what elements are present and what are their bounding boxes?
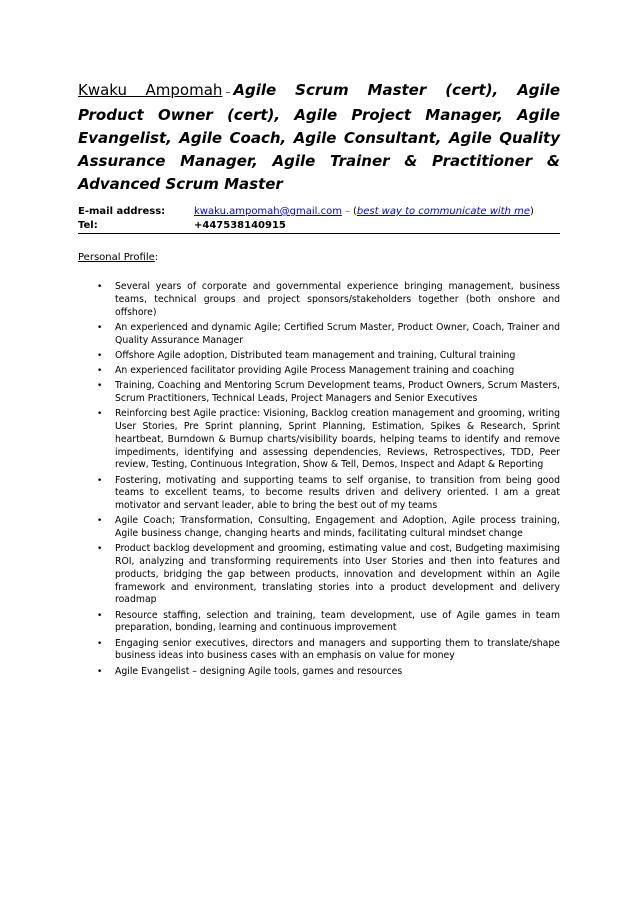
bullet-icon: •: [97, 638, 103, 649]
list-item: [78, 610, 560, 636]
candidate-name: Kwaku Ampomah: [78, 81, 223, 99]
bullet-icon: •: [97, 409, 103, 420]
list-item: [78, 350, 560, 363]
list-item-text: Several years of corporate and governmental experience bringing management, business teams, technical groups and project sponsors/stakeholders together (both onshore and offshore): [115, 281, 560, 318]
list-item-text: Fostering, motivating and supporting teams to self organise, to transition from being good teams to excellent teams, to become results driven and delivery oriented. I am a great motivator and servant leader, able to bring the best out of my teams: [115, 474, 560, 512]
bullet-icon: •: [97, 544, 103, 555]
bullet-icon: •: [97, 282, 103, 292]
list-item-text: Reinforcing best Agile practice: Visioning, Backlog creation management and grooming, writing User Stories, Pre Sprint planning, Sprint Planning, Estimation, Spikes & Research, Sprint heartbeat, Burndown & Burnup charts/visibility boards, helping teams to identify and remove impediments, identifying and assessing dependencies, Reviews, Retrospectives, TDD, Peer review, Testing, Continuous Integration, Show & Tell, Demos, Inspect and Adapt & Reporting: [115, 408, 560, 471]
header-dash: –: [225, 87, 231, 98]
bullet-icon: •: [97, 666, 103, 677]
list-item-text: An experienced and dynamic Agile; Certified Scrum Master, Product Owner, Coach, Trainer and Quality Assurance Manager: [115, 321, 560, 346]
resume-header: [78, 79, 560, 196]
bullet-icon: •: [97, 322, 103, 333]
tel-label: Tel:: [78, 220, 98, 231]
list-item: [78, 543, 560, 607]
list-item-text: Engaging senior executives, directors and managers and supporting them to translate/shape business ideas into business cases with an emphasis on value for money: [115, 637, 560, 662]
bullet-icon: •: [97, 516, 103, 527]
personal-profile-heading: [78, 251, 158, 265]
bullet-icon: •: [97, 475, 103, 486]
list-item: [78, 322, 560, 348]
section-title-colon: :: [154, 252, 159, 263]
contact-note-link[interactable]: best way to communicate with me: [356, 206, 531, 217]
list-item: [78, 281, 560, 319]
list-item: [78, 515, 560, 541]
email-label: E-mail address:: [78, 206, 166, 217]
list-item-text: Offshore Agile adoption, Distributed team management and training, Cultural training: [115, 349, 516, 361]
bullet-icon: •: [97, 610, 103, 621]
list-item: [78, 638, 560, 664]
list-item: [78, 666, 560, 679]
candidate-titles: Agile Scrum Master (cert), Agile Product Owner (cert), Agile Project Manager, Agile Evangelist, Agile Coach, Agile Consultant, Agile Quality Assurance Manager, Agile Trainer & Practitioner & Advanced Scrum Master: [78, 81, 561, 193]
tel-value: +447538140915: [194, 220, 286, 231]
bullet-icon: •: [97, 365, 103, 376]
email-link[interactable]: kwaku.ampomah@gmail.com: [194, 206, 342, 217]
bullet-icon: •: [97, 350, 103, 361]
list-item-text: Agile Evangelist – designing Agile tools, games and resources: [115, 665, 403, 677]
list-item: [78, 365, 560, 378]
profile-list: [78, 281, 560, 681]
open-paren: (: [352, 206, 357, 217]
tel-row: [78, 219, 560, 233]
list-item-text: Product backlog development and grooming, estimating value and cost, Budgeting maximising ROI, analyzing and transforming requirements into User Stories and then into features and products, bridging the gap between products, innovation and development within an Agile framework and environment, translating stories into a product development and delivery roadmap: [115, 543, 560, 606]
list-item: [78, 475, 560, 513]
list-item-text: Resource staffing, selection and training, team development, use of Agile games in team preparation, bonding, learning and continuous improvement: [115, 609, 560, 634]
section-title-text: Personal Profile: [78, 252, 155, 263]
bullet-icon: •: [97, 381, 103, 392]
list-item: [78, 408, 560, 472]
list-item-text: Training, Coaching and Mentoring Scrum Development teams, Product Owners, Scrum Masters, Scrum Practitioners, Technical Leads, Project Managers and Senior Executives: [115, 380, 560, 404]
contact-block: [78, 205, 560, 234]
list-item: [78, 380, 560, 406]
list-item-text: An experienced facilitator providing Agile Process Management training and coaching: [115, 364, 515, 376]
email-separator: –: [344, 206, 350, 217]
list-item-text: Agile Coach; Transformation, Consulting, Engagement and Adoption, Agile process training, Agile business change, changing hearts and minds, facilitating cultural mindset change: [115, 515, 560, 540]
email-value: [194, 205, 560, 219]
close-paren: ): [530, 206, 534, 217]
email-row: [78, 205, 560, 219]
